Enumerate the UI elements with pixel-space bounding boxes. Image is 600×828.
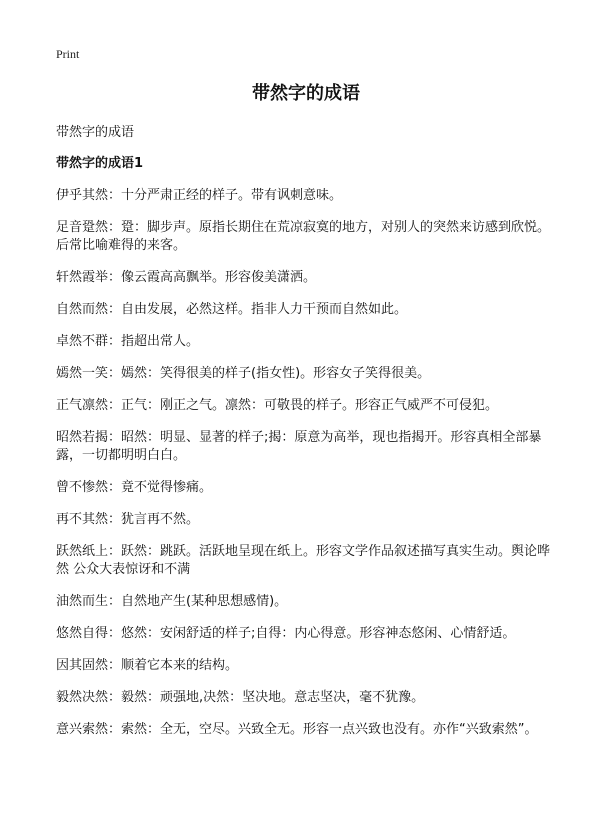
idiom-list: [56, 187, 556, 739]
section-heading: 带然字的成语1: [56, 156, 144, 171]
page-title: 带然字的成语: [252, 83, 360, 104]
idiom-entry: 卓然不群：指超出常人。: [56, 334, 200, 349]
idiom-entry: 油然而生：自然地产生(某种思想感情)。: [56, 594, 288, 609]
idiom-entry: 跃然纸上：跃然：跳跃。活跃地呈现在纸上。形容文学作品叙述描写真实生动。舆论哗然 公众大表惊讶和不满: [56, 544, 551, 577]
idiom-entry: 轩然霞举：像云霞高高飘举。形容俊美潇洒。: [56, 270, 317, 285]
idiom-entry: 因其固然：顺着它本来的结构。: [56, 658, 239, 673]
idiom-entry: 昭然若揭：昭然：明显、显著的样子;揭：原意为高举，现也指揭开。形容真相全部暴露，一切都明明白白。: [56, 430, 542, 463]
idiom-entry: 毅然决然：毅然：顽强地,决然：坚决地。意志坚决，毫不犹豫。: [56, 690, 425, 705]
idiom-entry: 足音跫然：跫：脚步声。原指长期住在荒凉寂寞的地方，对别人的突然来访感到欣悦。后常比喻难得的来客。: [56, 220, 551, 253]
idiom-entry: 悠然自得：悠然：安闲舒适的样子;自得：内心得意。形容神态悠闲、心情舒适。: [56, 626, 516, 641]
print-label: Print: [56, 47, 80, 61]
idiom-entry: 伊乎其然：十分严肃正经的样子。带有讽刺意味。: [56, 188, 343, 203]
idiom-entry: 正气凛然：正气：刚正之气。凛然：可敬畏的样子。形容正气威严不可侵犯。: [56, 398, 499, 413]
idiom-entry: 再不其然：犹言再不然。: [56, 512, 200, 527]
idiom-entry: 嫣然一笑：嫣然：笑得很美的样子(指女性)。形容女子笑得很美。: [56, 366, 431, 381]
idiom-entry: 曾不惨然：竟不觉得惨痛。: [56, 480, 213, 495]
idiom-entry: 意兴索然：索然：全无，空尽。兴致全无。形容一点兴致也没有。亦作“兴致索然”。: [56, 722, 538, 737]
idiom-entry: 自然而然：自由发展，必然这样。指非人力干预而自然如此。: [56, 302, 408, 317]
document-subtitle: 带然字的成语: [56, 125, 135, 140]
